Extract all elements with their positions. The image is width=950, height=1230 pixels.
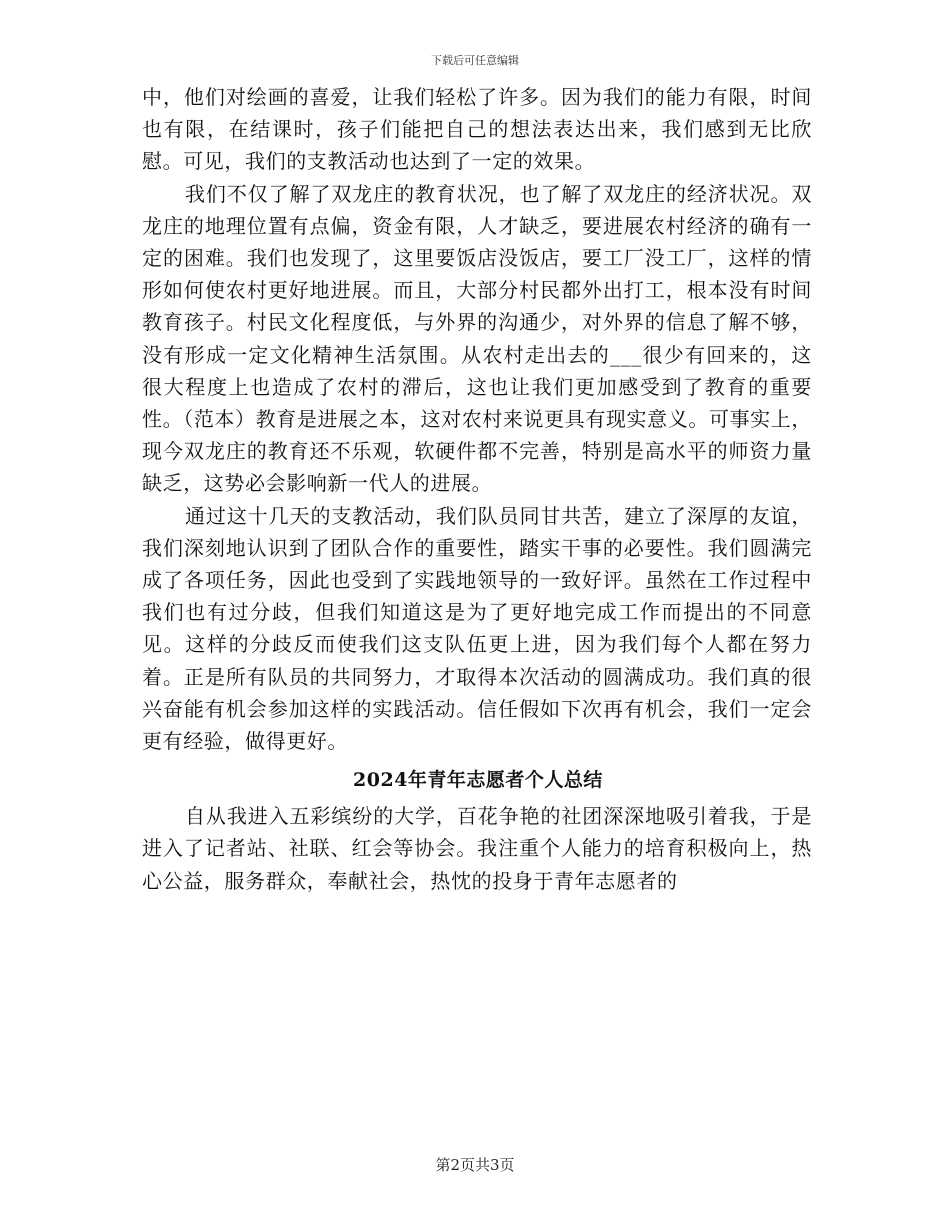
paragraph-volunteer-intro: 自从我进入五彩缤纷的大学，百花争艳的社团深深地吸引着我，于是进入了记者站、社联、红会等协会。我注重个人能力的培育积极向上，热心公益，服务群众，奉献社会，热忱的投身于青年志愿者的 [142,804,812,893]
section-title: 2024年青年志愿者个人总结 [353,769,603,792]
paragraph-teamwork: 通过这十几天的支教活动，我们队员同甘共苦，建立了深厚的友谊，我们深刻地认识到了团队合作的重要性，踏实干事的必要性。我们圆满完成了各项任务，因此也受到了实践地领导的一致好评。虽然在工作过程中我们也有过分歧，但我们知道这是为了更好地完成工作而提出的不同意见。这样的分歧反而使我们这支队伍更上进，因为我们每个人都在努力着。正是所有队员的共同努力，才取得本次活动的圆满成功。我们真的很兴奋能有机会参加这样的实践活动。信任假如下次再有机会，我们一定会更有经验，做得更好。 [142,503,812,754]
page-header-note: 下载后可任意编辑 [431,54,519,67]
paragraph-continued: 中，他们对绘画的喜爱，让我们轻松了许多。因为我们的能力有限，时间也有限，在结课时，孩子们能把自己的想法表达出来，我们感到无比欣慰。可见，我们的支教活动也达到了一定的效果。 [142,85,812,174]
paragraph-economy: 我们不仅了解了双龙庄的教育状况，也了解了双龙庄的经济状况。双龙庄的地理位置有点偏，资金有限，人才缺乏，要进展农村经济的确有一定的困难。我们也发现了，这里要饭店没饭店，要工厂没工厂，这样的情形如何使农村更好地进展。而且，大部分村民都外出打工，根本没有时间教育孩子。村民文化程度低，与外界的沟通少，对外界的信息了解不够，没有形成一定文化精神生活氛围。从农村走出去的___很少有回来的，这很大程度上也造成了农村的滞后，这也让我们更加感受到了教育的重要性。（范本）教育是进展之本，这对农村来说更具有现实意义。可事实上，现今双龙庄的教育还不乐观，软硬件都不完善，特别是高水平的师资力量缺乏，这势必会影响新一代人的进展。 [142,181,812,496]
page-number-footer: 第2页共3页 [435,1156,515,1174]
document-body [142,81,812,897]
